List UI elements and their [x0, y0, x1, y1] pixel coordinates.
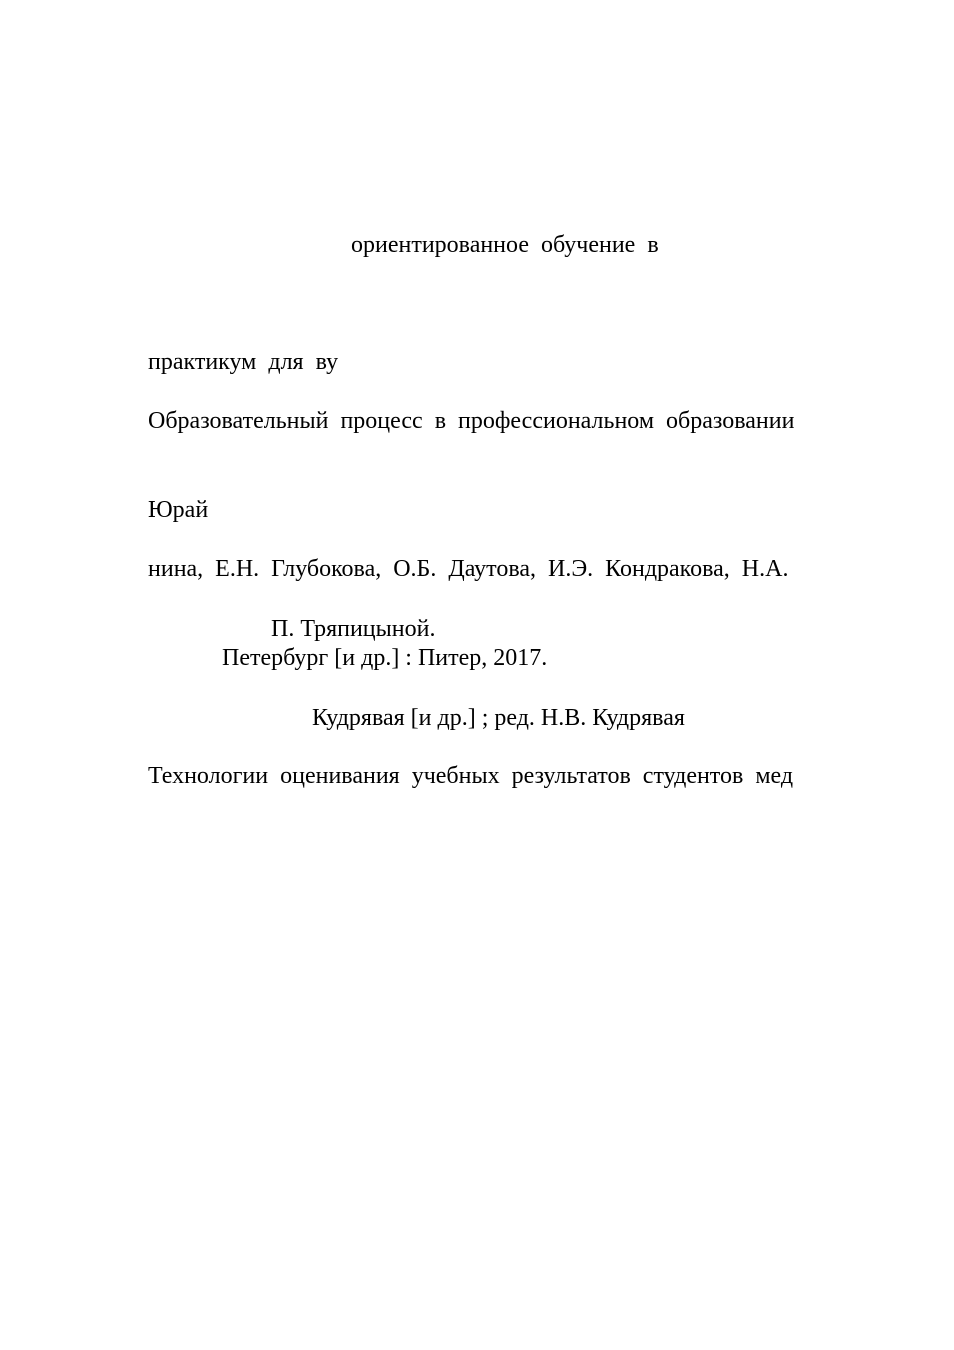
text-line-2: практикум для ву — [148, 349, 339, 375]
text-line-5: нина, Е.Н. Глубокова, О.Б. Даутова, И.Э. Кондракова, Н.А. — [148, 556, 789, 582]
text-line-4: Юрай — [148, 497, 209, 523]
text-line-3: Образовательный процесс в профессиональном образовании — [148, 408, 795, 434]
text-line-9: Технологии оценивания учебных результатов студентов мед — [148, 763, 794, 789]
text-line-8: Кудрявая [и др.] ; ред. Н.В. Кудрявая — [312, 705, 685, 731]
text-line-1: ориентированное обучение в — [351, 232, 659, 258]
text-line-6: П. Тряпицыной. — [271, 616, 436, 642]
text-line-7: Петербург [и др.] : Питер, 2017. — [222, 645, 548, 671]
